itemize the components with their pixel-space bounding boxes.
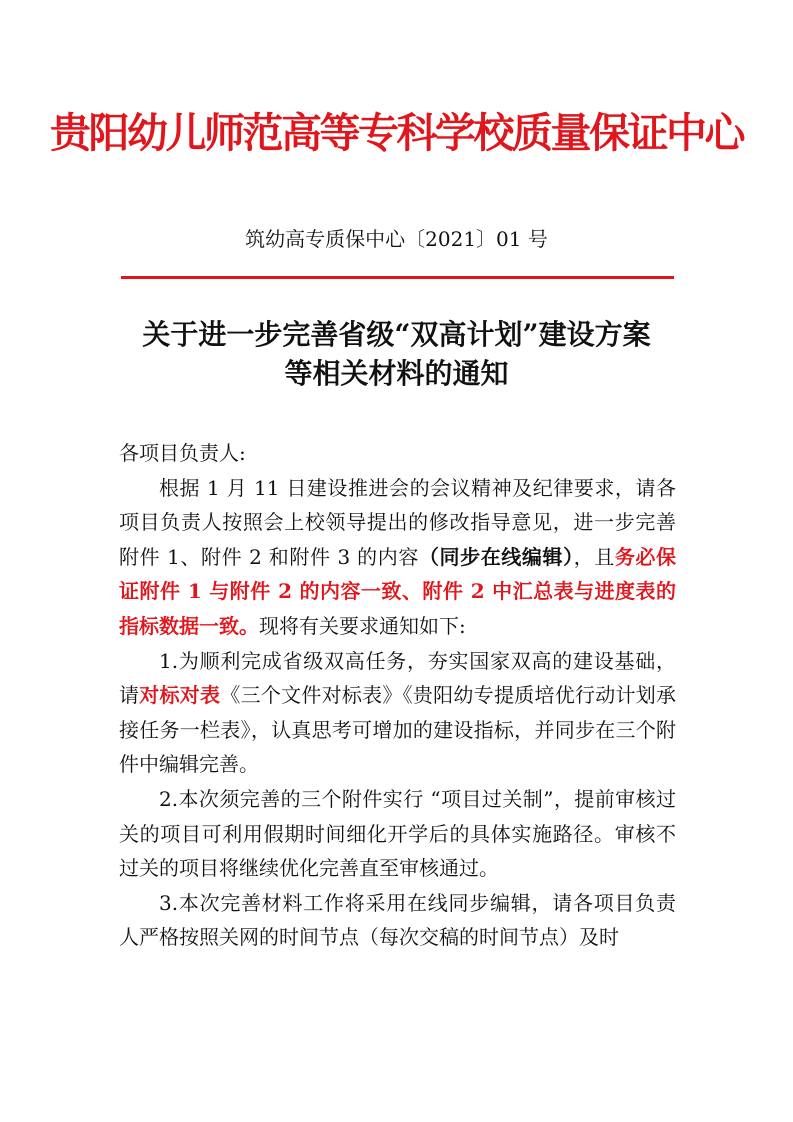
salutation: 各项目负责人: bbox=[119, 441, 246, 465]
intro-bold-note: （同步在线编辑） bbox=[418, 544, 574, 569]
intro-text-1: 根据 1 月 11 日建设推进会的会议精神及纪律要求，请各项目负责人按照会上校领导提出的修改指导意见，进一步完善附件 1、附件 2 和附件 3 的内容 bbox=[119, 475, 676, 569]
intro-text-2: ，且 bbox=[573, 544, 615, 569]
notice-title bbox=[0, 315, 793, 393]
requirement-item-1 bbox=[119, 644, 676, 782]
notice-title-line2: 等相关材料的通知 bbox=[284, 357, 509, 390]
red-divider bbox=[121, 276, 674, 279]
item1-text-2: 《三个文件对标表》《贵阳幼专提质培优行动计划承接任务一栏表》，认真思考可增加的建设指标，并同步在三个附件中编辑完善。 bbox=[119, 683, 677, 777]
item1-text-1: 1.为顺利完成省级双高任务，夯实国家双高的建设基础，请 bbox=[119, 648, 676, 708]
item1-red-emphasis: 对标对表 bbox=[139, 683, 221, 708]
intro-text-3: 现将有关要求通知如下: bbox=[259, 613, 466, 638]
notice-title-line1: 关于进一步完善省级“双高计划”建设方案 bbox=[142, 318, 651, 351]
document-number: 筑幼高专质保中心〔2021〕01 号 bbox=[245, 227, 548, 251]
notice-body bbox=[119, 436, 676, 955]
requirement-item-3: 3.本次完善材料工作将采用在线同步编辑，请各项目负责人严格按照关网的时间节点（每次交稿的时间节点）及时 bbox=[119, 890, 676, 950]
org-header-title: 贵阳幼儿师范高等专科学校质量保证中心 bbox=[50, 109, 743, 157]
requirement-item-2: 2.本次须完善的三个附件实行 “项目过关制”，提前审核过关的项目可利用假期时间细化开学后的具体实施路径。审核不过关的项目将继续优化完善直至审核通过。 bbox=[119, 786, 676, 881]
paragraph-intro bbox=[119, 471, 676, 644]
intro-red-emphasis: 务必保证附件 1 与附件 2 的内容一致、附件 2 中汇总表与进度表的指标数据一致。 bbox=[119, 544, 677, 638]
